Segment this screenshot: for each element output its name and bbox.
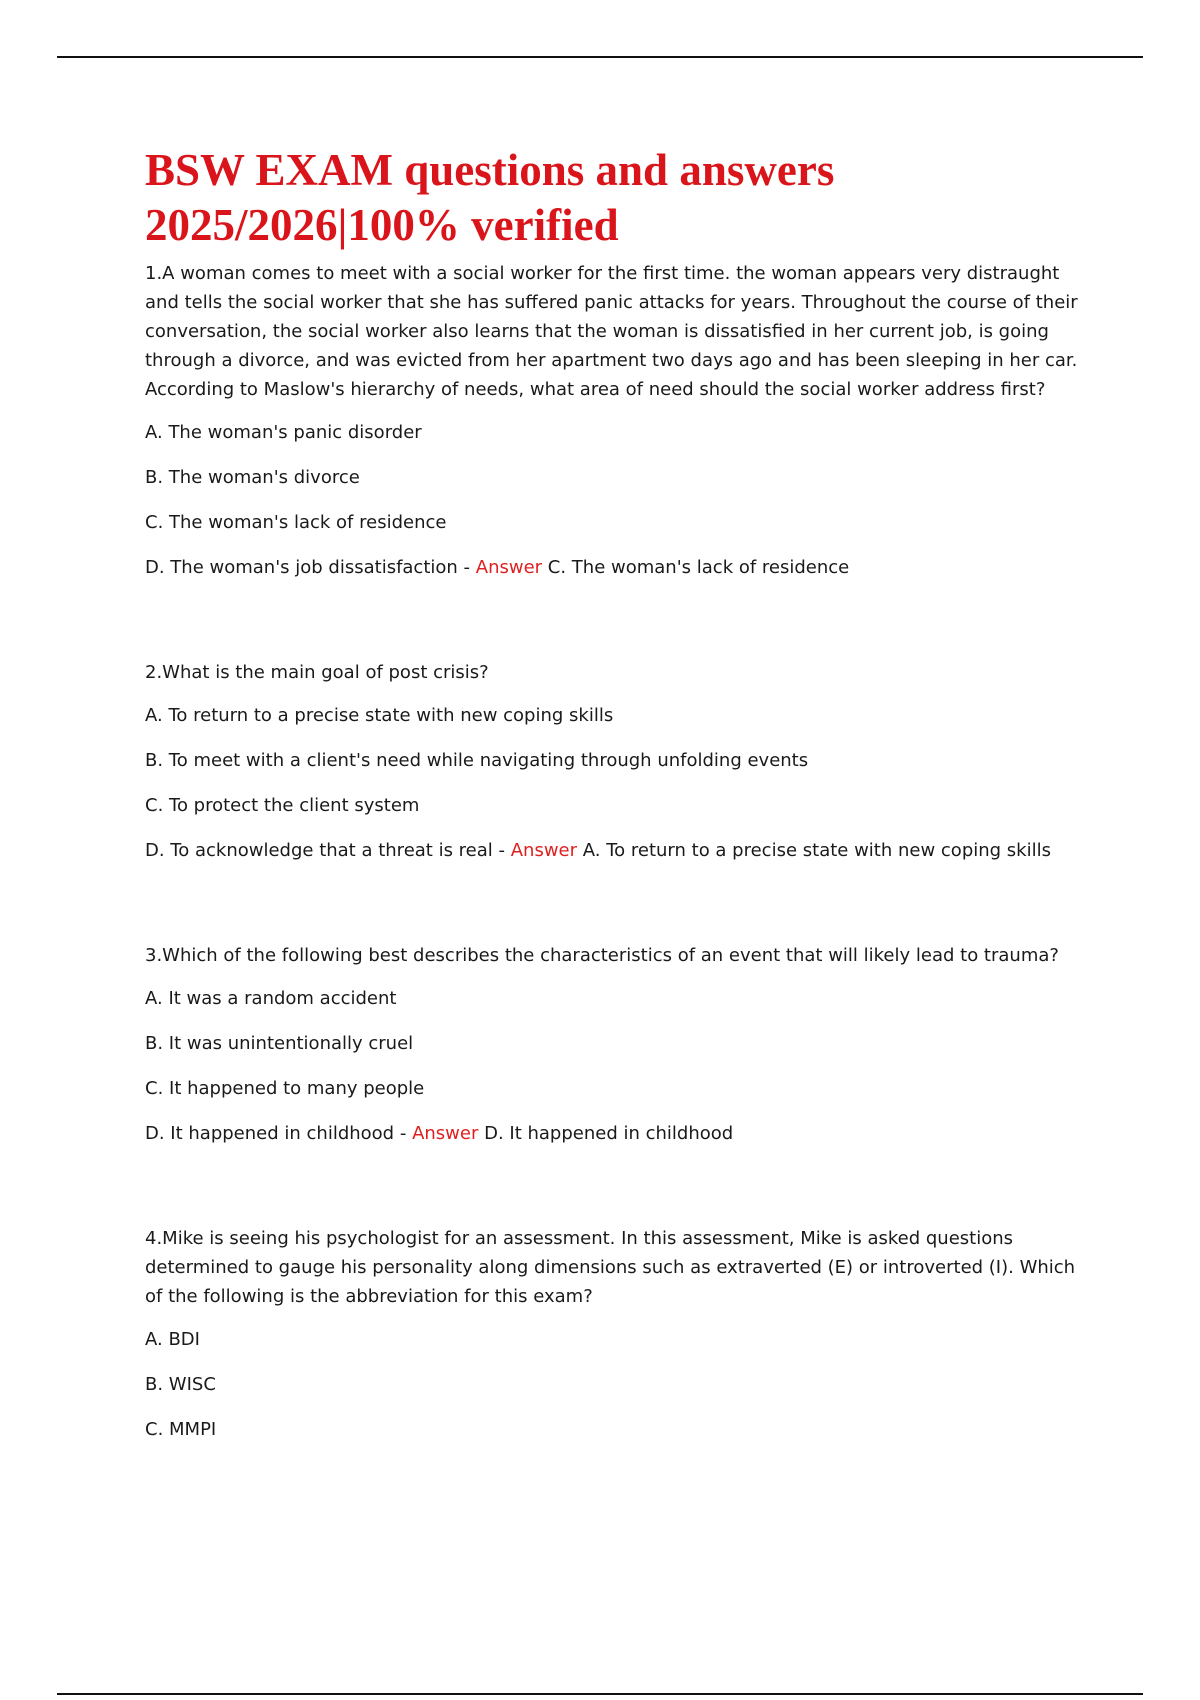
option-b: B. The woman's divorce [145,467,360,488]
question-2 [145,658,1085,865]
answer-text: A. To return to a precise state with new coping skills [582,840,1051,861]
document-title: BSW EXAM questions and answers 2025/2026|100% verified [145,145,835,250]
document-page [145,143,1085,1460]
option-d: D. The woman's job dissatisfaction - [145,557,471,578]
option-c: C. The woman's lack of residence [145,512,447,533]
spacer [145,598,1085,658]
option-d-with-answer [145,836,1085,865]
option-a: A. To return to a precise state with new coping skills [145,705,614,726]
option-d: D. To acknowledge that a threat is real - [145,840,505,861]
header-rule [57,56,1143,58]
question-1 [145,259,1085,582]
question-4 [145,1224,1085,1444]
spacer [145,1164,1085,1224]
answer-label: Answer [475,557,543,578]
answer-label: Answer [412,1123,479,1144]
question-stem: 2.What is the main goal of post crisis? [145,662,489,683]
option-d: D. It happened in childhood - [145,1123,407,1144]
question-3 [145,941,1085,1148]
option-a: A. It was a random accident [145,988,397,1009]
option-b: B. To meet with a client's need while navigating through unfolding events [145,750,809,771]
option-d-with-answer [145,553,1085,582]
option-a: A. BDI [145,1329,200,1350]
question-stem: 3.Which of the following best describes the characteristics of an event that will likely lead to trauma? [145,945,1059,966]
option-a: A. The woman's panic disorder [145,422,422,443]
option-d-with-answer [145,1119,1085,1148]
option-c: C. To protect the client system [145,795,420,816]
question-stem: 4.Mike is seeing his psychologist for an assessment. In this assessment, Mike is asked questions determined to gauge his personality along dimensions such as extraverted (E) or introverted (I). Which of the following is the abbreviation for this exam? [145,1228,1076,1307]
option-c: C. It happened to many people [145,1078,425,1099]
question-stem: 1.A woman comes to meet with a social worker for the first time. the woman appears very distraught and tells the social worker that she has suffered panic attacks for years. Throughout the course of their conversation, the social worker also learns that the woman is dissatisfied in her current job, is going through a divorce, and was evicted from her apartment two days ago and has been sleeping in her car. According to Maslow's hierarchy of needs, what area of need should the social worker address first? [145,263,1078,400]
option-b: B. WISC [145,1374,216,1395]
answer-label: Answer [510,840,578,861]
option-c: C. MMPI [145,1419,217,1440]
option-b: B. It was unintentionally cruel [145,1033,414,1054]
answer-text: C. The woman's lack of residence [547,557,850,578]
spacer [145,881,1085,941]
footer-rule [57,1693,1143,1695]
answer-text: D. It happened in childhood [484,1123,734,1144]
